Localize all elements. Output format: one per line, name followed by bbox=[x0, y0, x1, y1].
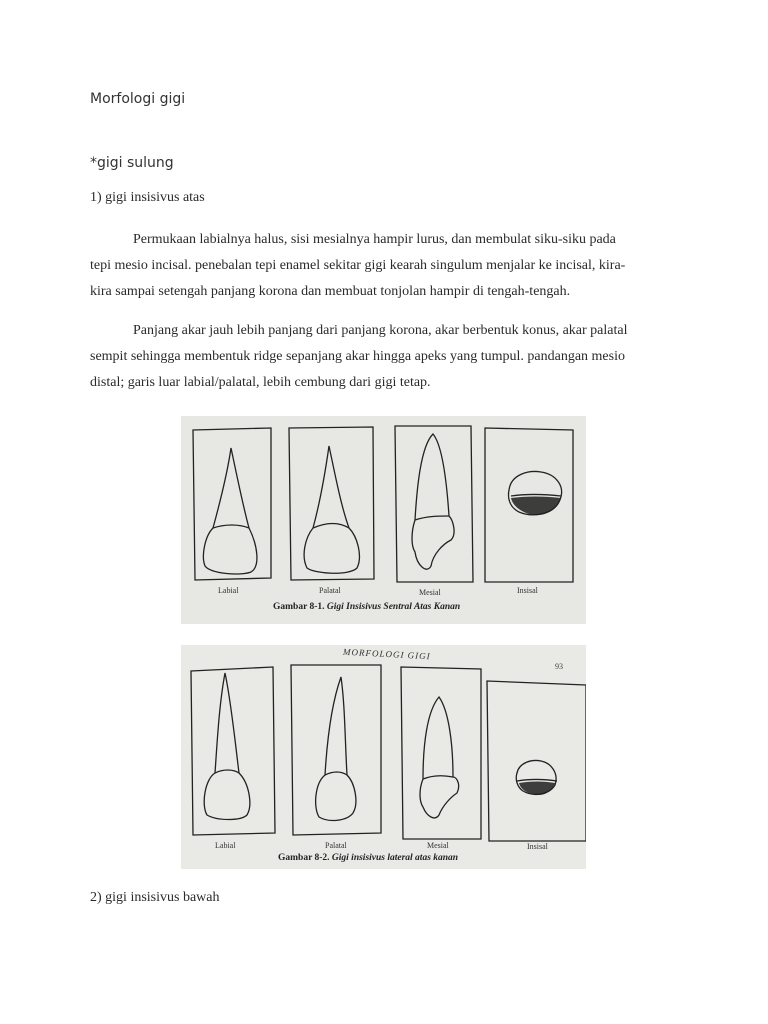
tooth-labial bbox=[204, 673, 250, 820]
tooth-palatal bbox=[304, 446, 359, 573]
view-label-palatal: Palatal bbox=[319, 586, 341, 595]
figure-central-incisor bbox=[181, 416, 586, 624]
tooth-mesial bbox=[412, 434, 454, 569]
paragraph-line: sempit sehingga membentuk ridge sepanjang akar hingga apeks yang tumpul. pandangan mesio bbox=[90, 349, 625, 364]
tooth-drawings-lateral bbox=[181, 645, 586, 869]
figure-caption bbox=[273, 602, 460, 612]
view-label-mesial: Mesial bbox=[419, 588, 441, 597]
caption-prefix: Gambar 8-1. bbox=[273, 602, 325, 612]
heading-upper-incisor: 1) gigi insisivus atas bbox=[90, 190, 205, 205]
frame-palatal bbox=[291, 665, 381, 835]
paragraph-line: distal; garis luar labial/palatal, lebih cembung dari gigi tetap. bbox=[90, 375, 431, 390]
paragraph-2 bbox=[90, 318, 674, 396]
view-label-palatal: Palatal bbox=[325, 841, 347, 850]
frame-mesial bbox=[395, 426, 473, 582]
view-label-mesial: Mesial bbox=[427, 841, 449, 850]
heading-lower-incisor: 2) gigi insisivus bawah bbox=[90, 890, 220, 905]
caption-prefix: Gambar 8-2. bbox=[278, 853, 330, 863]
view-label-labial: Labial bbox=[218, 586, 239, 595]
paragraph-1 bbox=[90, 227, 674, 305]
section-subtitle: *gigi sulung bbox=[90, 155, 174, 171]
frame-palatal bbox=[289, 427, 374, 580]
paragraph-line: Panjang akar jauh lebih panjang dari panjang korona, akar berbentuk konus, akar palatal bbox=[133, 323, 628, 338]
paragraph-line: tepi mesio incisal. penebalan tepi enamel sekitar gigi kearah singulum menjalar ke incisal, kira- bbox=[90, 258, 626, 273]
caption-title: Gigi insisivus lateral atas kanan bbox=[331, 853, 459, 863]
page-number: 93 bbox=[555, 662, 563, 671]
frame-labial bbox=[191, 667, 275, 835]
paragraph-line: Permukaan labialnya halus, sisi mesialnya hampir lurus, dan membulat siku-siku pada bbox=[133, 232, 616, 247]
page-title: Morfologi gigi bbox=[90, 91, 186, 107]
running-head: MORFOLOGI GIGI bbox=[342, 646, 431, 662]
view-label-insisal: Insisal bbox=[517, 586, 538, 595]
tooth-palatal bbox=[316, 677, 356, 820]
tooth-mesial bbox=[420, 697, 459, 818]
tooth-labial bbox=[203, 448, 257, 574]
figure-lateral-incisor bbox=[181, 645, 586, 869]
caption-title: Gigi Insisivus Sentral Atas Kanan bbox=[326, 602, 461, 612]
figure-caption bbox=[278, 853, 458, 863]
frame-mesial bbox=[401, 667, 481, 839]
view-label-insisal: Insisal bbox=[527, 842, 548, 851]
view-label-labial: Labial bbox=[215, 841, 236, 850]
paragraph-line: kira sampai setengah panjang korona dan membuat tonjolan hampir di tengah-tengah. bbox=[90, 284, 571, 299]
